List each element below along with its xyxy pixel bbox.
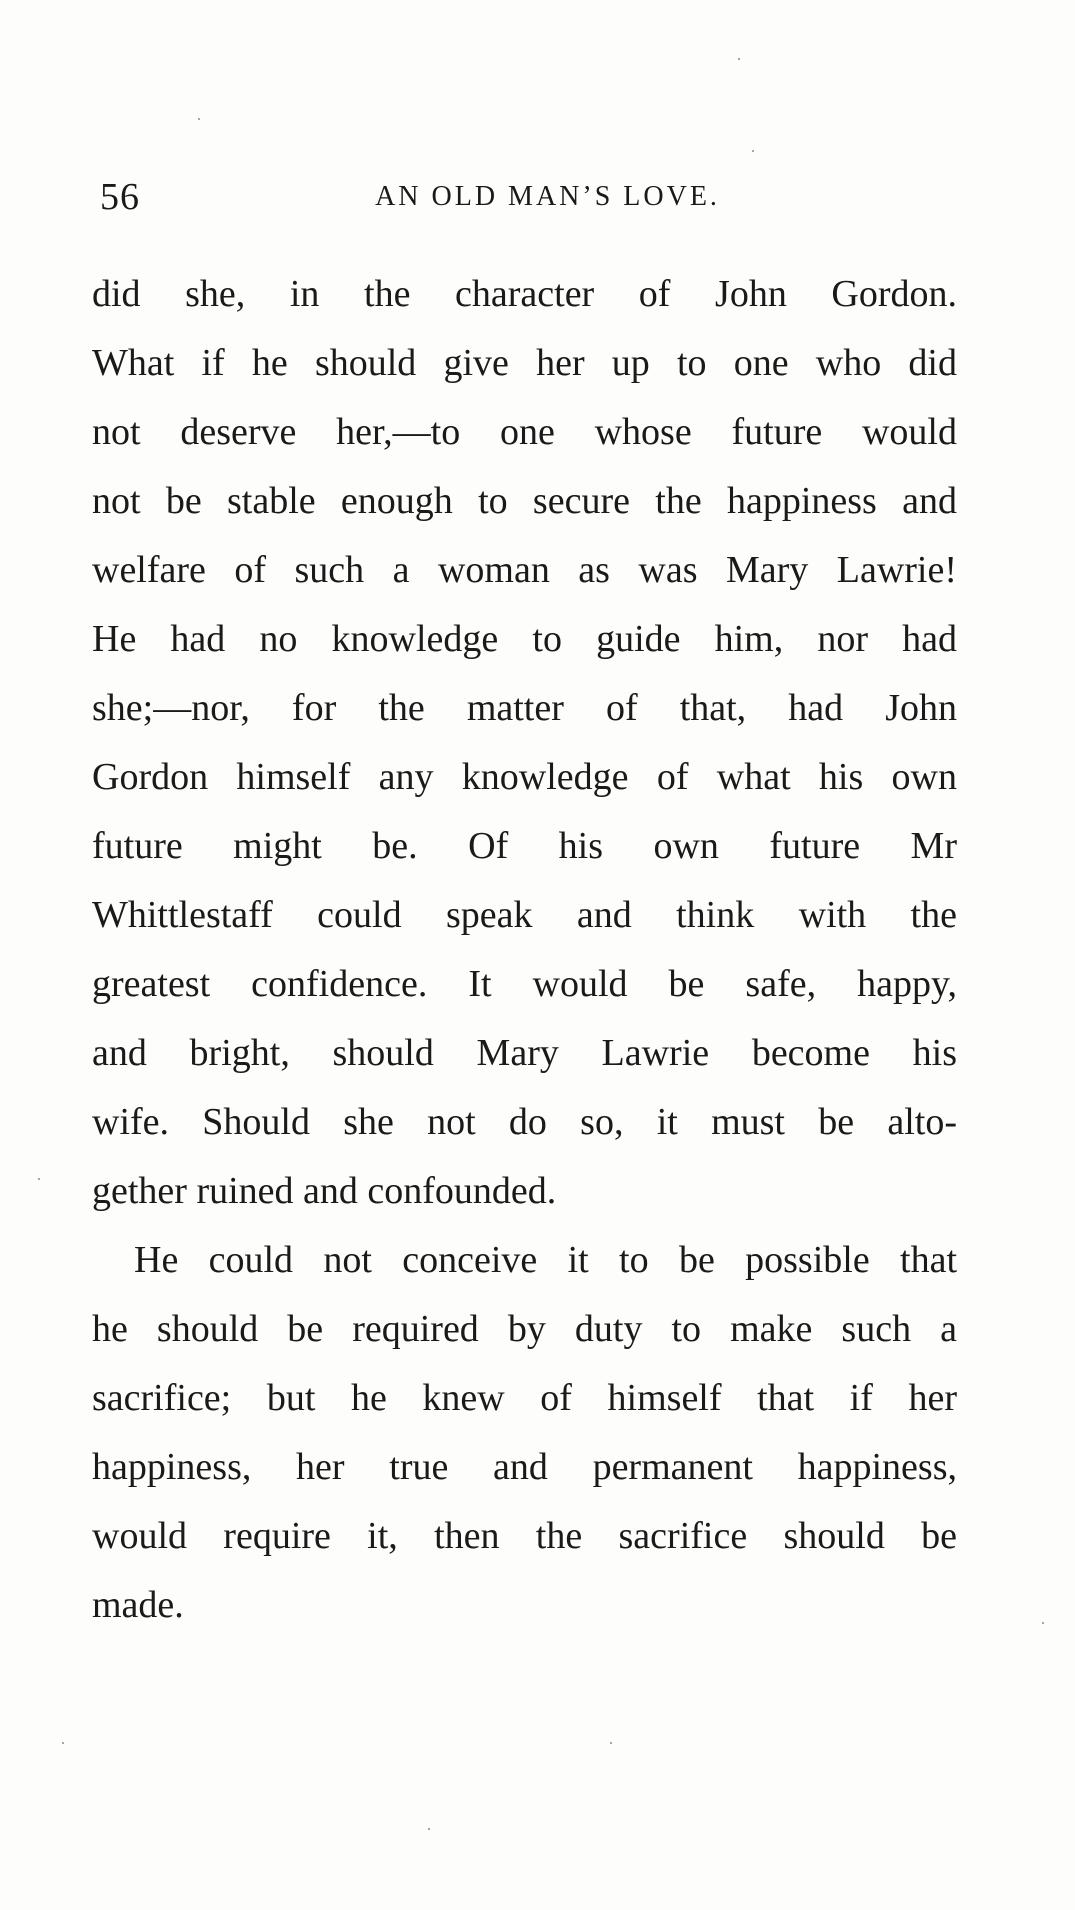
text-line: happiness, her true and permanent happiness,	[92, 1446, 957, 1488]
text-line: He had no knowledge to guide him, nor had	[92, 618, 957, 660]
text-line: Gordon himself any knowledge of what his own	[92, 756, 957, 798]
page-number: 56	[100, 176, 140, 218]
text-line: made.	[92, 1584, 184, 1626]
paper-speck	[62, 1742, 64, 1744]
text-line: did she, in the character of John Gordon.	[92, 273, 957, 315]
paper-speck	[610, 1742, 612, 1744]
text-line: gether ruined and confounded.	[92, 1170, 557, 1212]
text-line: he should be required by duty to make such a	[92, 1308, 957, 1350]
text-line: and bright, should Mary Lawrie become his	[92, 1032, 957, 1074]
text-line: future might be. Of his own future Mr	[92, 825, 957, 867]
paper-speck	[198, 118, 200, 120]
text-line: greatest confidence. It would be safe, happy,	[92, 963, 957, 1005]
paper-speck	[752, 150, 754, 152]
text-line: not be stable enough to secure the happiness and	[92, 480, 957, 522]
paper-speck	[38, 1178, 40, 1180]
text-line: would require it, then the sacrifice should be	[92, 1515, 957, 1557]
running-head	[100, 175, 955, 225]
text-line: wife. Should she not do so, it must be alto-	[92, 1101, 957, 1143]
paragraph	[92, 260, 957, 1226]
paper-speck	[738, 58, 740, 60]
text-line: He could not conceive it to be possible that	[134, 1239, 957, 1281]
paper-speck	[1042, 1622, 1044, 1624]
text-line: she;—nor, for the matter of that, had John	[92, 687, 957, 729]
running-title: AN OLD MAN’S LOVE.	[375, 181, 720, 212]
paper-speck	[428, 1828, 430, 1830]
text-line: What if he should give her up to one who did	[92, 342, 957, 384]
body-text	[92, 260, 957, 1640]
text-line: Whittlestaff could speak and think with the	[92, 894, 957, 936]
text-line: not deserve her,—to one whose future would	[92, 411, 957, 453]
text-line: sacrifice; but he knew of himself that if her	[92, 1377, 957, 1419]
paragraph	[92, 1226, 957, 1640]
text-line: welfare of such a woman as was Mary Lawrie!	[92, 549, 957, 591]
